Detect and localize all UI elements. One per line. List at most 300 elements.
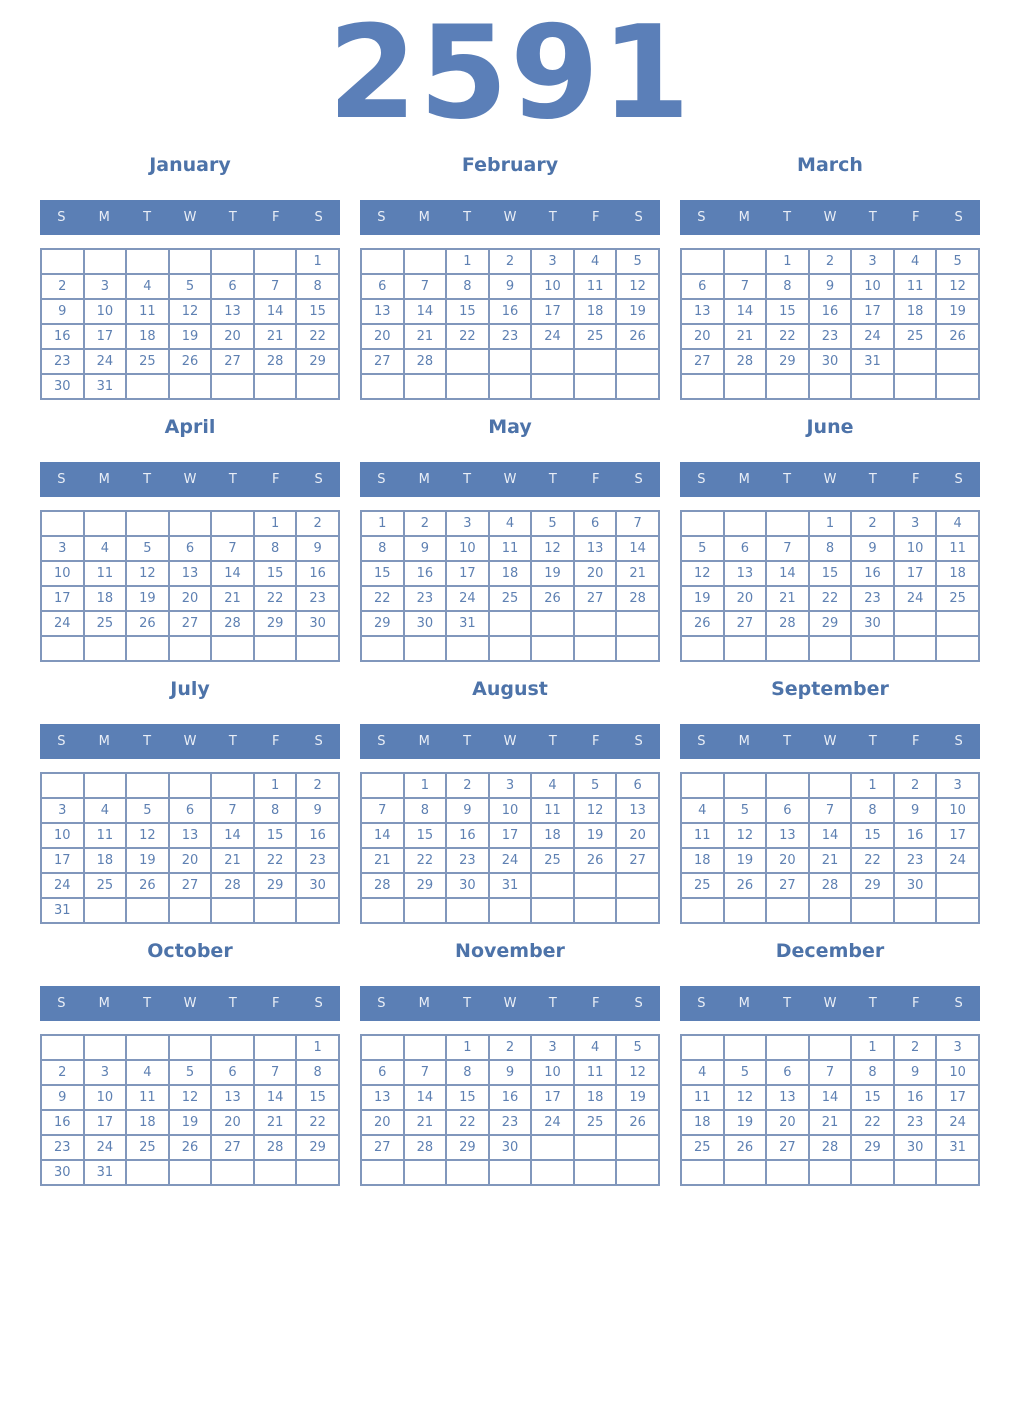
week-row (361, 1035, 659, 1060)
day-cell: 25 (126, 349, 169, 374)
day-cell: 12 (126, 823, 169, 848)
day-cell-empty (681, 511, 724, 536)
day-cell: 23 (851, 586, 894, 611)
weekday-label: S (697, 210, 706, 225)
day-cell: 11 (84, 561, 127, 586)
day-cell: 25 (574, 324, 617, 349)
weekday-label: W (503, 472, 517, 487)
day-cell: 1 (809, 511, 852, 536)
day-cell-empty (809, 898, 852, 923)
day-cell: 15 (361, 561, 404, 586)
day-cell-empty (724, 511, 767, 536)
day-cell: 31 (84, 1160, 127, 1185)
week-row (681, 1085, 979, 1110)
month-grid (40, 248, 340, 400)
day-cell: 1 (851, 773, 894, 798)
day-cell-empty (894, 349, 937, 374)
week-row (41, 511, 339, 536)
weekday-label: F (911, 472, 920, 487)
weekday-label: T (463, 210, 472, 225)
day-cell: 5 (681, 536, 724, 561)
day-cell: 2 (41, 1060, 84, 1085)
day-cell: 30 (446, 873, 489, 898)
day-cell: 23 (296, 586, 339, 611)
day-cell-empty (724, 773, 767, 798)
day-cell: 12 (169, 1085, 212, 1110)
day-cell-empty (851, 898, 894, 923)
day-cell-empty (361, 636, 404, 661)
day-cell: 11 (681, 823, 724, 848)
week-row (361, 1135, 659, 1160)
day-cell: 24 (84, 1135, 127, 1160)
week-row (681, 1135, 979, 1160)
weekday-label: M (418, 210, 430, 225)
day-cell: 13 (211, 1085, 254, 1110)
day-cell-empty (404, 898, 447, 923)
weekday-label: T (783, 996, 792, 1011)
day-cell: 10 (84, 1085, 127, 1110)
day-cell: 28 (211, 873, 254, 898)
day-cell: 6 (361, 274, 404, 299)
weekday-label: M (98, 472, 110, 487)
day-cell-empty (296, 1160, 339, 1185)
day-cell: 4 (681, 798, 724, 823)
day-cell: 16 (894, 823, 937, 848)
day-cell: 26 (724, 873, 767, 898)
day-cell: 14 (616, 536, 659, 561)
week-row (41, 1160, 339, 1185)
day-cell: 6 (616, 773, 659, 798)
weekday-label: T (143, 734, 152, 749)
day-cell: 13 (361, 1085, 404, 1110)
day-cell: 11 (489, 536, 532, 561)
day-cell: 2 (404, 511, 447, 536)
day-cell-empty (169, 773, 212, 798)
day-cell: 29 (809, 611, 852, 636)
day-cell: 10 (531, 1060, 574, 1085)
day-cell-empty (84, 511, 127, 536)
day-cell: 21 (766, 586, 809, 611)
month-grid-body (41, 511, 339, 661)
week-row (361, 773, 659, 798)
day-cell: 4 (574, 1035, 617, 1060)
day-cell: 20 (681, 324, 724, 349)
day-cell: 21 (211, 586, 254, 611)
calendar-months-grid (0, 154, 1020, 1186)
day-cell: 9 (41, 1085, 84, 1110)
day-cell-empty (126, 1160, 169, 1185)
week-row (41, 586, 339, 611)
day-cell-empty (766, 511, 809, 536)
day-cell: 18 (681, 848, 724, 873)
weekday-label: W (503, 210, 517, 225)
month-october (40, 940, 340, 1186)
day-cell: 2 (489, 249, 532, 274)
day-cell: 8 (766, 274, 809, 299)
weekday-label: T (868, 996, 877, 1011)
day-cell: 13 (169, 561, 212, 586)
day-cell: 19 (616, 1085, 659, 1110)
day-cell: 9 (809, 274, 852, 299)
month-december (680, 940, 980, 1186)
day-cell: 2 (296, 511, 339, 536)
week-row (681, 1060, 979, 1085)
day-cell-empty (936, 611, 979, 636)
day-cell-empty (616, 374, 659, 399)
weekday-header-row (680, 462, 980, 497)
day-cell-empty (531, 611, 574, 636)
weekday-label: S (954, 472, 963, 487)
day-cell-empty (574, 1135, 617, 1160)
day-cell-empty (681, 249, 724, 274)
day-cell: 20 (361, 324, 404, 349)
month-grid-body (361, 1035, 659, 1185)
month-grid (360, 248, 660, 400)
day-cell-empty (254, 374, 297, 399)
day-cell: 25 (894, 324, 937, 349)
weekday-label: S (314, 734, 323, 749)
day-cell: 5 (936, 249, 979, 274)
day-cell-empty (361, 1160, 404, 1185)
month-grid-body (361, 773, 659, 923)
day-cell: 2 (446, 773, 489, 798)
weekday-label: S (377, 210, 386, 225)
day-cell-empty (681, 1160, 724, 1185)
day-cell-empty (126, 636, 169, 661)
day-cell-empty (809, 1160, 852, 1185)
weekday-label: S (377, 734, 386, 749)
day-cell: 12 (724, 1085, 767, 1110)
day-cell: 25 (531, 848, 574, 873)
day-cell-empty (574, 873, 617, 898)
day-cell: 31 (936, 1135, 979, 1160)
day-cell: 14 (724, 299, 767, 324)
month-march (680, 154, 980, 400)
day-cell: 13 (724, 561, 767, 586)
day-cell-empty (41, 511, 84, 536)
day-cell: 13 (361, 299, 404, 324)
day-cell: 17 (41, 848, 84, 873)
day-cell-empty (936, 898, 979, 923)
weekday-label: S (697, 996, 706, 1011)
day-cell: 4 (531, 773, 574, 798)
day-cell: 15 (766, 299, 809, 324)
day-cell: 17 (894, 561, 937, 586)
day-cell: 3 (894, 511, 937, 536)
day-cell: 1 (446, 1035, 489, 1060)
day-cell: 21 (404, 1110, 447, 1135)
day-cell: 8 (851, 1060, 894, 1085)
day-cell-empty (84, 1035, 127, 1060)
day-cell-empty (574, 611, 617, 636)
day-cell: 7 (211, 798, 254, 823)
day-cell: 17 (41, 586, 84, 611)
day-cell-empty (574, 349, 617, 374)
weekday-label: T (143, 996, 152, 1011)
week-row (361, 561, 659, 586)
day-cell-empty (126, 773, 169, 798)
day-cell-empty (84, 773, 127, 798)
day-cell: 7 (809, 1060, 852, 1085)
day-cell: 17 (531, 299, 574, 324)
week-row (41, 1110, 339, 1135)
week-row (361, 536, 659, 561)
day-cell: 28 (211, 611, 254, 636)
day-cell: 21 (809, 848, 852, 873)
day-cell-empty (681, 374, 724, 399)
month-grid-body (681, 511, 979, 661)
day-cell-empty (211, 249, 254, 274)
day-cell-empty (936, 636, 979, 661)
weekday-label: T (228, 996, 237, 1011)
day-cell-empty (254, 249, 297, 274)
week-row (361, 274, 659, 299)
day-cell: 14 (809, 823, 852, 848)
day-cell-empty (936, 873, 979, 898)
week-row (681, 299, 979, 324)
day-cell: 13 (616, 798, 659, 823)
day-cell: 8 (446, 1060, 489, 1085)
day-cell-empty (446, 349, 489, 374)
day-cell-empty (41, 773, 84, 798)
day-cell: 8 (296, 1060, 339, 1085)
day-cell: 14 (211, 561, 254, 586)
weekday-label: F (271, 472, 280, 487)
day-cell-empty (446, 1160, 489, 1185)
day-cell-empty (531, 873, 574, 898)
day-cell-empty (361, 374, 404, 399)
day-cell-empty (809, 636, 852, 661)
month-grid (680, 772, 980, 924)
day-cell-empty (724, 636, 767, 661)
weekday-label: S (57, 734, 66, 749)
day-cell: 30 (851, 611, 894, 636)
week-row (41, 898, 339, 923)
day-cell-empty (211, 1160, 254, 1185)
day-cell: 22 (254, 848, 297, 873)
day-cell-empty (254, 636, 297, 661)
day-cell-empty (169, 249, 212, 274)
day-cell-empty (254, 1160, 297, 1185)
day-cell: 21 (724, 324, 767, 349)
weekday-label: F (911, 996, 920, 1011)
day-cell: 22 (296, 324, 339, 349)
day-cell: 9 (894, 1060, 937, 1085)
day-cell-empty (574, 374, 617, 399)
day-cell: 20 (574, 561, 617, 586)
day-cell: 4 (936, 511, 979, 536)
day-cell: 3 (851, 249, 894, 274)
day-cell-empty (766, 773, 809, 798)
weekday-label: W (183, 210, 197, 225)
day-cell: 29 (766, 349, 809, 374)
day-cell: 16 (296, 561, 339, 586)
day-cell: 3 (84, 274, 127, 299)
day-cell: 19 (724, 848, 767, 873)
day-cell: 27 (574, 586, 617, 611)
day-cell-empty (531, 1160, 574, 1185)
day-cell: 29 (851, 1135, 894, 1160)
day-cell: 6 (169, 536, 212, 561)
week-row (361, 586, 659, 611)
day-cell: 24 (41, 873, 84, 898)
day-cell: 20 (724, 586, 767, 611)
day-cell: 18 (84, 586, 127, 611)
week-row (361, 898, 659, 923)
day-cell: 16 (809, 299, 852, 324)
day-cell: 29 (361, 611, 404, 636)
weekday-label: F (591, 472, 600, 487)
weekday-header-row (360, 986, 660, 1021)
day-cell: 18 (126, 1110, 169, 1135)
week-row (681, 773, 979, 798)
day-cell-empty (84, 249, 127, 274)
day-cell: 31 (41, 898, 84, 923)
day-cell: 7 (616, 511, 659, 536)
day-cell: 1 (296, 249, 339, 274)
weekday-label: W (183, 996, 197, 1011)
day-cell: 11 (574, 274, 617, 299)
day-cell-empty (809, 374, 852, 399)
weekday-label: M (738, 210, 750, 225)
day-cell: 27 (681, 349, 724, 374)
day-cell: 15 (446, 1085, 489, 1110)
day-cell: 25 (936, 586, 979, 611)
weekday-label: T (868, 734, 877, 749)
day-cell: 5 (126, 798, 169, 823)
weekday-header-row (40, 986, 340, 1021)
day-cell: 11 (84, 823, 127, 848)
day-cell: 31 (489, 873, 532, 898)
day-cell: 16 (41, 324, 84, 349)
week-row (41, 249, 339, 274)
week-row (41, 873, 339, 898)
day-cell: 14 (766, 561, 809, 586)
day-cell-empty (894, 374, 937, 399)
day-cell: 9 (851, 536, 894, 561)
day-cell: 21 (809, 1110, 852, 1135)
day-cell: 5 (169, 1060, 212, 1085)
day-cell: 3 (531, 1035, 574, 1060)
day-cell: 6 (724, 536, 767, 561)
day-cell: 25 (84, 611, 127, 636)
day-cell-empty (254, 1035, 297, 1060)
weekday-label: M (418, 996, 430, 1011)
day-cell: 11 (574, 1060, 617, 1085)
month-grid (360, 1034, 660, 1186)
weekday-label: S (634, 472, 643, 487)
month-april (40, 416, 340, 662)
week-row (681, 274, 979, 299)
day-cell-empty (531, 636, 574, 661)
day-cell: 14 (211, 823, 254, 848)
day-cell: 2 (894, 1035, 937, 1060)
weekday-label: F (271, 734, 280, 749)
day-cell: 16 (41, 1110, 84, 1135)
month-title: May (488, 416, 532, 438)
day-cell: 21 (361, 848, 404, 873)
day-cell: 16 (489, 1085, 532, 1110)
day-cell: 6 (681, 274, 724, 299)
day-cell-empty (446, 898, 489, 923)
week-row (681, 1110, 979, 1135)
day-cell-empty (616, 1135, 659, 1160)
day-cell-empty (361, 898, 404, 923)
day-cell: 25 (681, 1135, 724, 1160)
day-cell: 29 (446, 1135, 489, 1160)
week-row (361, 299, 659, 324)
day-cell-empty (616, 898, 659, 923)
weekday-header-row (360, 200, 660, 235)
week-row (361, 249, 659, 274)
day-cell: 20 (766, 848, 809, 873)
day-cell-empty (446, 374, 489, 399)
weekday-label: W (823, 996, 837, 1011)
week-row (681, 586, 979, 611)
day-cell: 13 (681, 299, 724, 324)
weekday-label: F (911, 734, 920, 749)
day-cell: 11 (681, 1085, 724, 1110)
week-row (41, 274, 339, 299)
day-cell: 30 (809, 349, 852, 374)
day-cell: 12 (724, 823, 767, 848)
day-cell: 20 (361, 1110, 404, 1135)
day-cell-empty (296, 636, 339, 661)
day-cell: 26 (126, 873, 169, 898)
week-row (361, 848, 659, 873)
week-row (681, 798, 979, 823)
day-cell: 4 (126, 1060, 169, 1085)
day-cell: 22 (446, 1110, 489, 1135)
week-row (41, 349, 339, 374)
weekday-header-row (680, 986, 980, 1021)
week-row (41, 374, 339, 399)
day-cell: 30 (296, 611, 339, 636)
day-cell: 25 (489, 586, 532, 611)
day-cell: 19 (936, 299, 979, 324)
day-cell: 4 (126, 274, 169, 299)
day-cell: 14 (404, 1085, 447, 1110)
day-cell: 23 (489, 1110, 532, 1135)
day-cell: 24 (489, 848, 532, 873)
weekday-label: S (954, 996, 963, 1011)
day-cell: 19 (126, 848, 169, 873)
day-cell: 6 (211, 274, 254, 299)
day-cell: 19 (169, 324, 212, 349)
day-cell: 2 (489, 1035, 532, 1060)
day-cell-empty (851, 1160, 894, 1185)
day-cell-empty (724, 374, 767, 399)
day-cell-empty (724, 249, 767, 274)
day-cell: 10 (489, 798, 532, 823)
day-cell: 4 (489, 511, 532, 536)
month-grid-body (681, 773, 979, 923)
weekday-label: F (591, 734, 600, 749)
day-cell: 5 (531, 511, 574, 536)
day-cell: 23 (809, 324, 852, 349)
day-cell: 22 (361, 586, 404, 611)
weekday-header-row (40, 200, 340, 235)
month-january (40, 154, 340, 400)
day-cell-empty (211, 636, 254, 661)
day-cell: 5 (169, 274, 212, 299)
week-row (681, 823, 979, 848)
day-cell: 2 (809, 249, 852, 274)
day-cell: 23 (894, 848, 937, 873)
day-cell: 27 (211, 1135, 254, 1160)
day-cell: 9 (894, 798, 937, 823)
day-cell-empty (766, 1035, 809, 1060)
